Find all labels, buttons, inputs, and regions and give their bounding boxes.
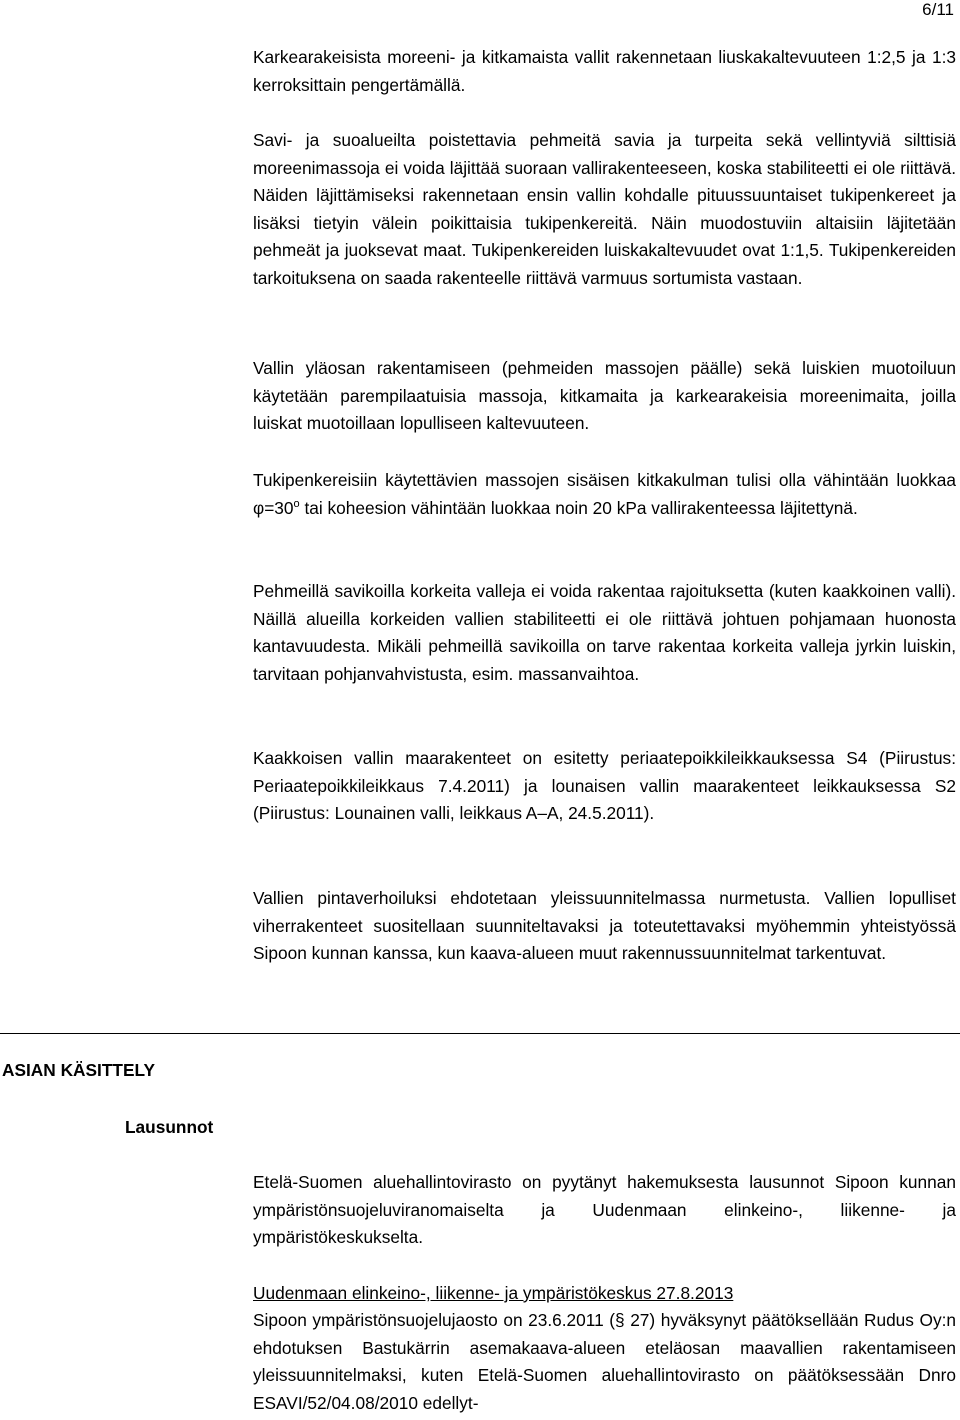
paragraph-kitkakulma	[253, 467, 956, 522]
paragraph-vallin-ylaosa: Vallin yläosan rakentamiseen (pehmeiden massojen päälle) sekä luiskien muotoiluun käytetään parempilaatuisia massoja, kitkamaita ja karkearakeisia moreenimaita, joilla luiskat muotoillaan lopulliseen kaltevuuteen.	[253, 358, 956, 433]
statement-title: Uudenmaan elinkeino-, liikenne- ja ympäristökeskus 27.8.2013	[253, 1283, 734, 1303]
paragraph-pintaverhoilu: Vallien pintaverhoiluksi ehdotetaan yleissuunnitelmassa nurmetusta. Vallien lopulliset viherrakenteet suositellaan suunniteltavaksi ja toteutettavaksi myöhemmin yhteistyössä Sipoon kunnan kanssa, kun kaava-alueen muut rakennussuunnitelmat tarkentuvat.	[253, 888, 956, 963]
paragraph-vallit-kerroksittain: Karkearakeisista moreeni- ja kitkamaista vallit rakennetaan liuskakaltevuuteen 1:2,5 ja 1:3 kerroksittain pengertämällä.	[253, 47, 956, 95]
degree-superscript: o	[293, 497, 300, 510]
kitkakulma-text-end: tai koheesion vähintään luokkaa noin 20 kPa vallirakenteessa läjitettynä.	[299, 497, 858, 518]
paragraph-lausuntopyynto: Etelä-Suomen aluehallintovirasto on pyytänyt hakemuksesta lausunnot Sipoon kunnan ympäristönsuojeluviranomaiselta ja Uudenmaan elinkeino-, liikenne- ja ympäristökeskukselta.	[253, 1172, 956, 1247]
paragraph-maarakenteet: Kaakkoisen vallin maarakenteet on esitetty periaatepoikkileikkauksessa S4 (Piirustus: Periaatepoikkileikkaus 7.4.2011) ja lounaisen vallin maarakenteet leikkauksessa S2 (Piirustus: Lounainen valli, leikkaus A–A, 24.5.2011).	[253, 748, 956, 823]
section-divider	[0, 1033, 960, 1034]
paragraph-savi-suoalueet: Savi- ja suoalueilta poistettavia pehmeitä savia ja turpeita sekä vellintyviä silttisiä moreenimassoja ei voida läjittää suoraan vallirakenteeseen, koska stabiliteetti ei ole riittävä. Näiden läjittämiseksi rakennetaan ensin vallin kohdalle pituussuuntaiset tukipenkereet ja lisäksi tietyin välein poikittaisia tukipenkereitä. Näin muodostuviin altaisiin läjitetään pehmeät ja juoksevat maat. Tukipenkereiden luiskakaltevuudet ovat 1:1,5. Tukipenkereiden tarkoituksena on saada rakenteelle riittävä varmuus sortumista vastaan.	[253, 130, 956, 288]
subsection-heading: Lausunnot	[125, 1117, 214, 1137]
paragraph-ely-lausunto: Sipoon ympäristönsuojelujaosto on 23.6.2011 (§ 27) hyväksynyt päätöksellään Rudus Oy:n ehdotuksen Bastukärrin asemakaava-alueen eteläosan maavallien rakentamiseen yleissuunnitelmaksi, kuten Etelä-Suomen aluehallintovirasto on päätöksessään Dnro ESAVI/52/04.08/2010 edellyt-	[253, 1310, 956, 1413]
section-heading: ASIAN KÄSITTELY	[2, 1060, 155, 1080]
page-number: 6/11	[922, 0, 954, 19]
paragraph-pehmeat-savikot: Pehmeillä savikoilla korkeita valleja ei voida rakentaa rajoituksetta (kuten kaakkoinen valli). Näillä alueilla korkeiden vallien stabiliteetti ei ole riittävä johtuen pohjamaan huonosta kantavuudesta. Mikäli pehmeillä savikoilla on tarve rakentaa korkeita valleja jyrkin luiskin, tarvitaan pohjanvahvistusta, esim. massanvaihtoa.	[253, 581, 956, 684]
kitkakulma-text-start: Tukipenkereisiin käytettävien massojen sisäisen kitkakulman tulisi olla vähintään luokkaa φ=30	[253, 470, 956, 518]
